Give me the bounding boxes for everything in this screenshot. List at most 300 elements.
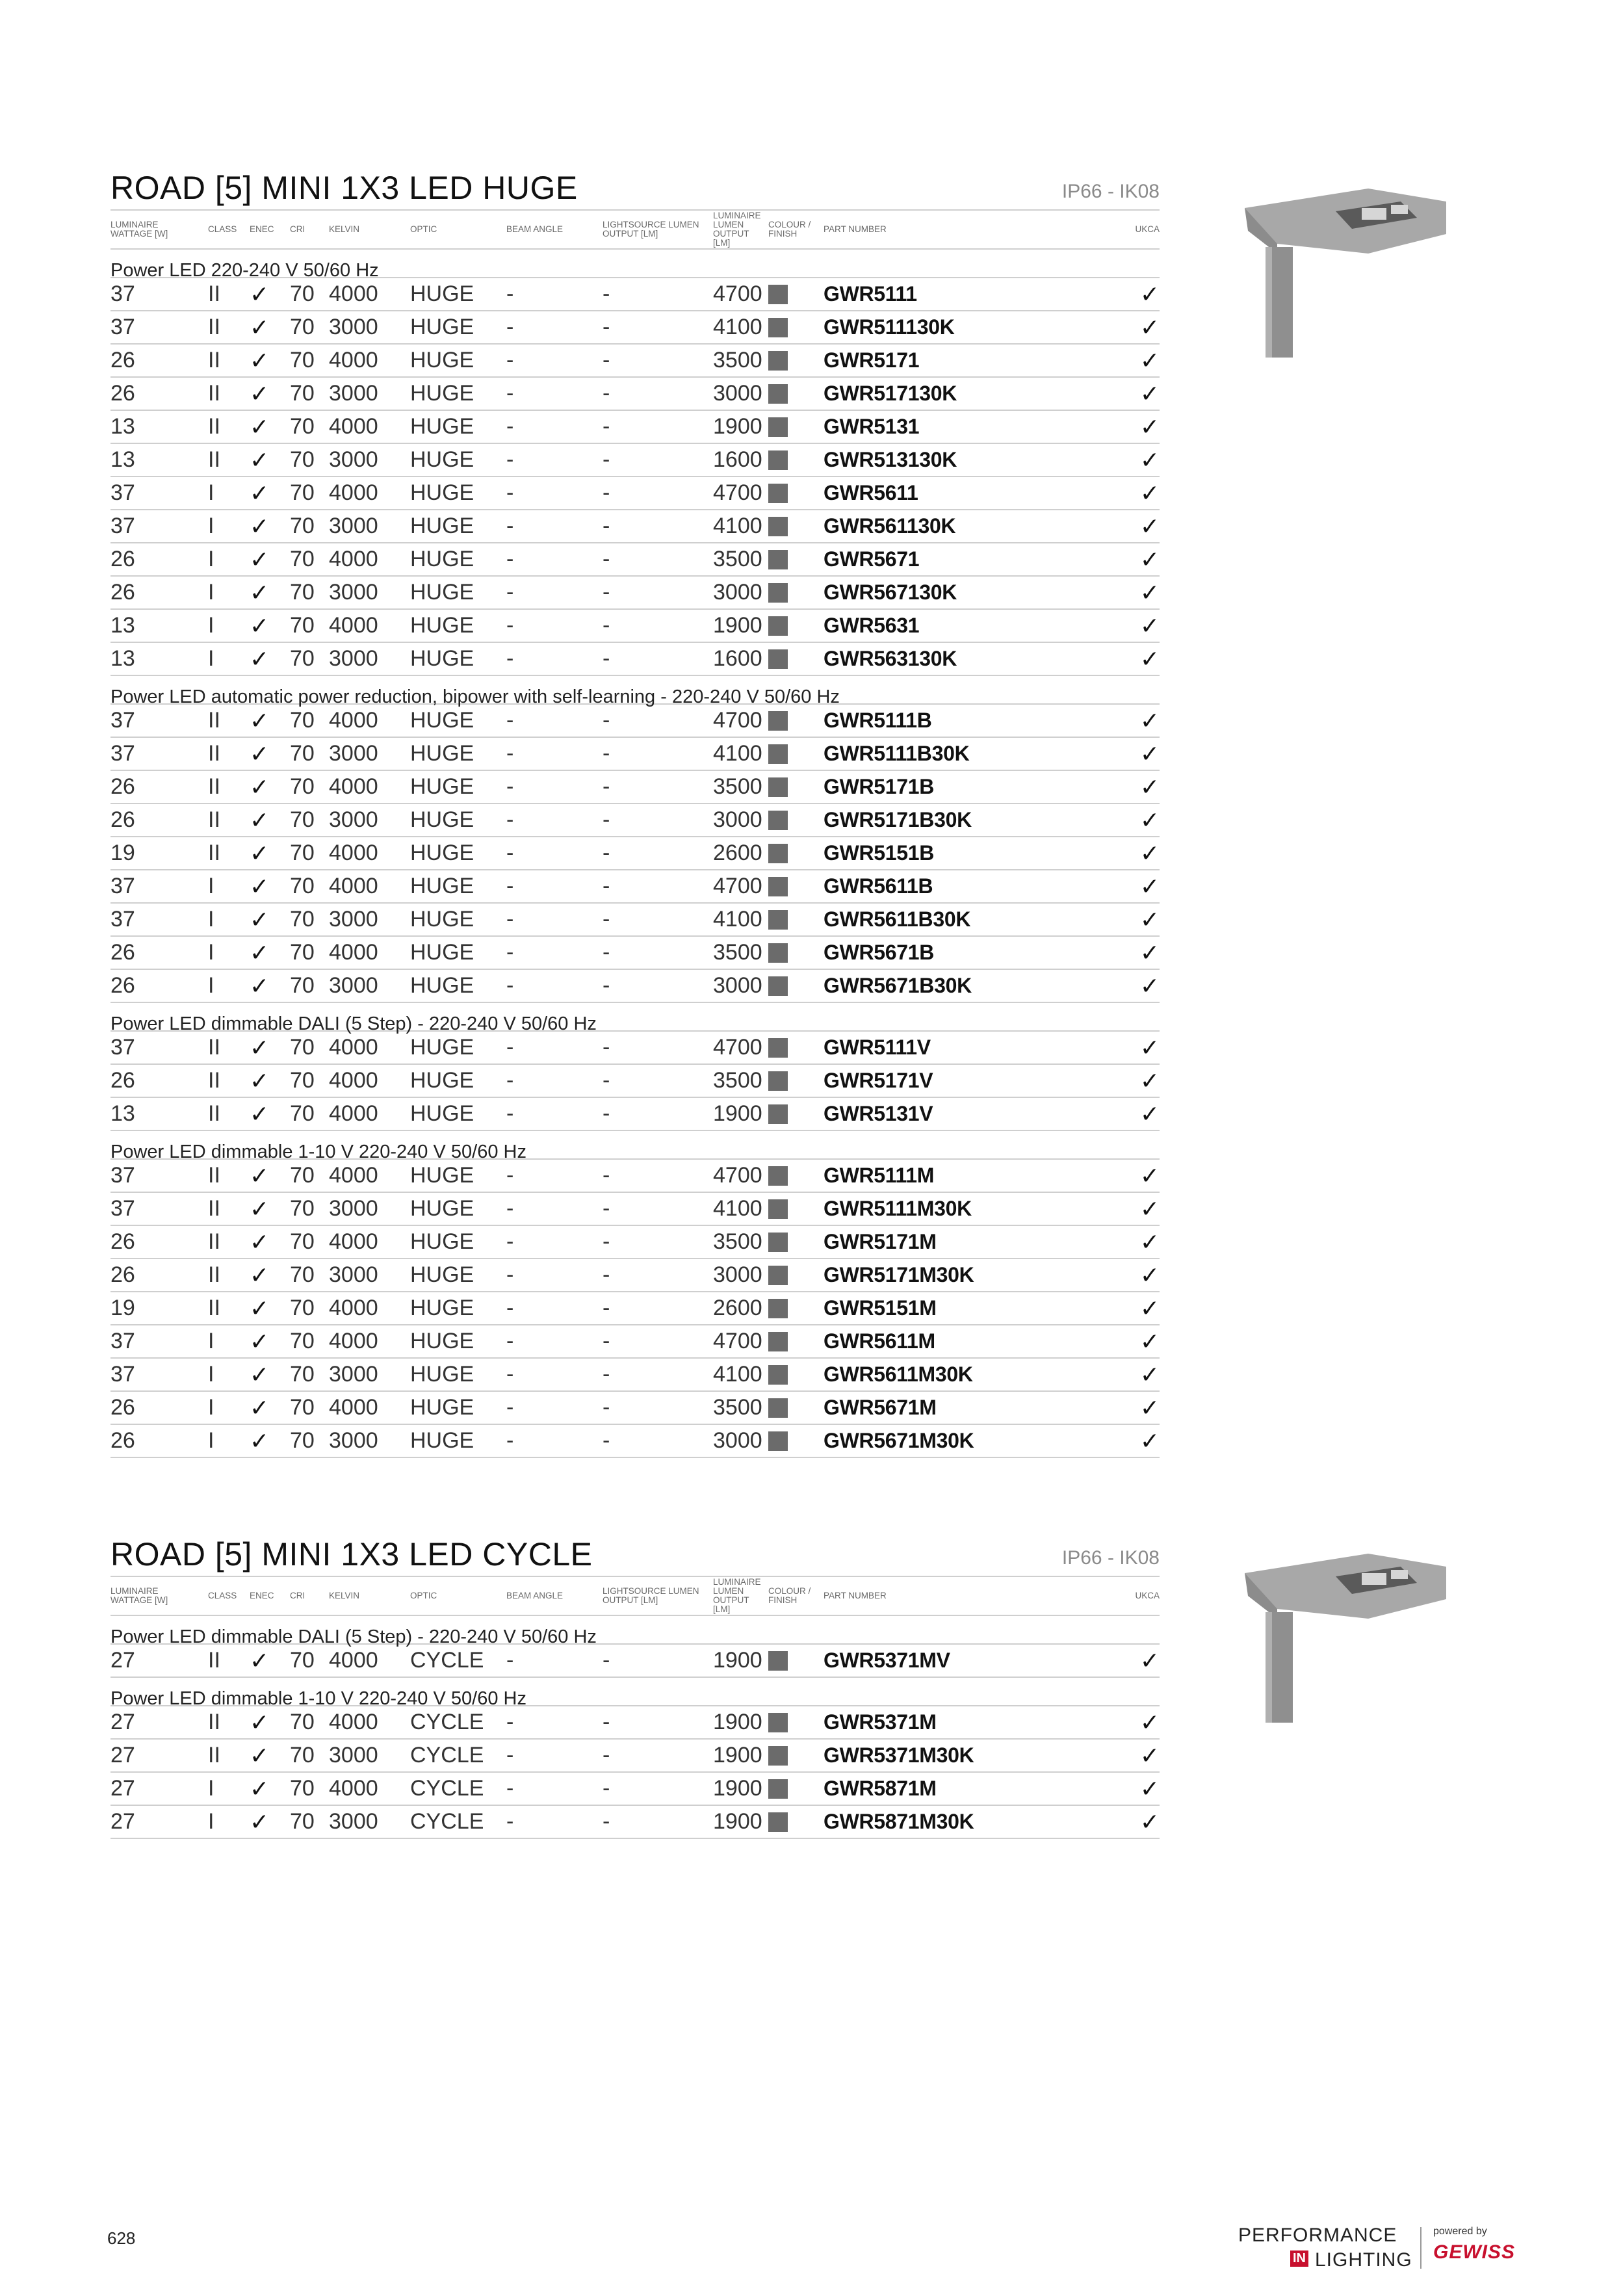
beam-angle-cell: - bbox=[506, 907, 514, 932]
column-header: BEAM ANGLE bbox=[506, 224, 564, 234]
part-number: GWR5871M bbox=[824, 1777, 937, 1800]
luminaire-lumen-cell: 1900 bbox=[713, 1648, 762, 1673]
luminaire-lumen-cell: 3000 bbox=[713, 1428, 762, 1453]
wattage-cell: 26 bbox=[110, 1262, 135, 1287]
part-number: GWR5371M bbox=[824, 1710, 937, 1734]
kelvin-cell: 4000 bbox=[329, 348, 378, 372]
table-row bbox=[110, 411, 1160, 444]
wattage-cell: 37 bbox=[110, 1196, 135, 1221]
kelvin-cell: 3000 bbox=[329, 315, 378, 339]
enec-check-icon: ✓ bbox=[250, 545, 270, 573]
optic-cell: HUGE bbox=[410, 807, 474, 832]
table-row bbox=[110, 610, 1160, 643]
luminaire-lumen-cell: 4100 bbox=[713, 907, 762, 932]
optic-cell: CYCLE bbox=[410, 1743, 484, 1768]
enec-check-icon: ✓ bbox=[250, 1228, 270, 1255]
table-row bbox=[110, 1065, 1160, 1098]
table-row bbox=[110, 804, 1160, 837]
table-row bbox=[110, 477, 1160, 510]
class-cell: I bbox=[208, 1329, 214, 1353]
luminaire-lumen-cell: 4100 bbox=[713, 514, 762, 538]
beam-angle-cell: - bbox=[506, 613, 514, 638]
class-cell: II bbox=[208, 281, 220, 306]
colour-swatch bbox=[768, 970, 824, 1002]
luminaire-lumen-cell: 3500 bbox=[713, 1229, 762, 1254]
table-row bbox=[110, 345, 1160, 378]
table-body bbox=[110, 250, 1160, 1458]
wattage-cell: 26 bbox=[110, 381, 135, 406]
cri-cell: 70 bbox=[290, 547, 315, 571]
kelvin-cell: 3000 bbox=[329, 1196, 378, 1221]
ukca-check-icon: ✓ bbox=[1139, 740, 1160, 767]
lightsource-lumen-cell: - bbox=[603, 1035, 610, 1060]
ukca-check-icon: ✓ bbox=[1139, 413, 1160, 440]
part-number: GWR5111B30K bbox=[824, 742, 970, 765]
ukca-check-icon: ✓ bbox=[1139, 1294, 1160, 1322]
ukca-check-icon: ✓ bbox=[1139, 1647, 1160, 1674]
wattage-cell: 37 bbox=[110, 514, 135, 538]
beam-angle-cell: - bbox=[506, 1262, 514, 1287]
lightsource-lumen-cell: - bbox=[603, 940, 610, 965]
colour-swatch bbox=[768, 1160, 824, 1192]
group-label: Power LED dimmable 1-10 V 220-240 V 50/60 Hz bbox=[110, 1131, 1160, 1160]
finish-swatch bbox=[768, 1398, 788, 1418]
beam-angle-cell: - bbox=[506, 741, 514, 766]
finish-swatch bbox=[768, 744, 788, 764]
optic-cell: HUGE bbox=[410, 315, 474, 339]
wattage-cell: 37 bbox=[110, 907, 135, 932]
colour-swatch bbox=[768, 610, 824, 642]
cri-cell: 70 bbox=[290, 580, 315, 605]
beam-angle-cell: - bbox=[506, 1395, 514, 1420]
cri-cell: 70 bbox=[290, 741, 315, 766]
colour-swatch bbox=[768, 1706, 824, 1738]
beam-angle-cell: - bbox=[506, 381, 514, 406]
luminaire-lumen-cell: 1600 bbox=[713, 646, 762, 671]
kelvin-cell: 4000 bbox=[329, 774, 378, 799]
lightsource-lumen-cell: - bbox=[603, 807, 610, 832]
part-number: GWR5631 bbox=[824, 614, 920, 637]
gewiss-logo: GEWISS bbox=[1433, 2241, 1516, 2263]
wattage-cell: 27 bbox=[110, 1809, 135, 1834]
ukca-check-icon: ✓ bbox=[1139, 512, 1160, 540]
class-cell: II bbox=[208, 708, 220, 733]
cri-cell: 70 bbox=[290, 973, 315, 998]
enec-check-icon: ✓ bbox=[250, 872, 270, 900]
optic-cell: CYCLE bbox=[410, 1710, 484, 1734]
class-cell: II bbox=[208, 1035, 220, 1060]
enec-check-icon: ✓ bbox=[250, 579, 270, 606]
table-row bbox=[110, 771, 1160, 804]
part-number: GWR5111M30K bbox=[824, 1197, 972, 1220]
optic-cell: HUGE bbox=[410, 973, 474, 998]
wattage-cell: 19 bbox=[110, 841, 135, 865]
column-header: LIGHTSOURCE LUMEN OUTPUT [LM] bbox=[603, 220, 699, 239]
kelvin-cell: 4000 bbox=[329, 1068, 378, 1093]
optic-cell: HUGE bbox=[410, 480, 474, 505]
kelvin-cell: 4000 bbox=[329, 1101, 378, 1126]
cri-cell: 70 bbox=[290, 1395, 315, 1420]
ukca-check-icon: ✓ bbox=[1139, 346, 1160, 374]
ukca-check-icon: ✓ bbox=[1139, 1427, 1160, 1454]
optic-cell: HUGE bbox=[410, 1229, 474, 1254]
luminaire-lumen-cell: 4700 bbox=[713, 480, 762, 505]
class-cell: I bbox=[208, 907, 214, 932]
kelvin-cell: 4000 bbox=[329, 940, 378, 965]
kelvin-cell: 3000 bbox=[329, 741, 378, 766]
luminaire-lumen-cell: 1900 bbox=[713, 1743, 762, 1768]
luminaire-lumen-cell: 1600 bbox=[713, 447, 762, 472]
optic-cell: HUGE bbox=[410, 1196, 474, 1221]
optic-cell: HUGE bbox=[410, 281, 474, 306]
enec-check-icon: ✓ bbox=[250, 1361, 270, 1388]
class-cell: II bbox=[208, 1196, 220, 1221]
brand-divider bbox=[1420, 2227, 1422, 2269]
section-title: ROAD [5] MINI 1X3 LED HUGE bbox=[110, 170, 578, 206]
wattage-cell: 37 bbox=[110, 741, 135, 766]
enec-check-icon: ✓ bbox=[250, 512, 270, 540]
ukca-check-icon: ✓ bbox=[1139, 1327, 1160, 1355]
part-number: GWR517130K bbox=[824, 382, 957, 405]
table-row bbox=[110, 510, 1160, 543]
table-row bbox=[110, 1706, 1160, 1740]
part-number: GWR5171M30K bbox=[824, 1263, 974, 1286]
cri-cell: 70 bbox=[290, 480, 315, 505]
lightsource-lumen-cell: - bbox=[603, 1262, 610, 1287]
lightsource-lumen-cell: - bbox=[603, 1428, 610, 1453]
enec-check-icon: ✓ bbox=[250, 806, 270, 833]
part-number: GWR511130K bbox=[824, 315, 955, 339]
colour-swatch bbox=[768, 870, 824, 902]
enec-check-icon: ✓ bbox=[250, 740, 270, 767]
kelvin-cell: 3000 bbox=[329, 580, 378, 605]
beam-angle-cell: - bbox=[506, 1329, 514, 1353]
ukca-check-icon: ✓ bbox=[1139, 1742, 1160, 1769]
table-header bbox=[110, 1577, 1160, 1616]
lightsource-lumen-cell: - bbox=[603, 1196, 610, 1221]
class-cell: II bbox=[208, 1710, 220, 1734]
part-number: GWR5151M bbox=[824, 1296, 937, 1320]
finish-swatch bbox=[768, 711, 788, 731]
part-number: GWR5611M bbox=[824, 1329, 935, 1353]
luminaire-lumen-cell: 3500 bbox=[713, 1068, 762, 1093]
wattage-cell: 37 bbox=[110, 874, 135, 898]
wattage-cell: 26 bbox=[110, 1395, 135, 1420]
wattage-cell: 26 bbox=[110, 1068, 135, 1093]
column-header: BEAM ANGLE bbox=[506, 1591, 564, 1600]
cri-cell: 70 bbox=[290, 414, 315, 439]
enec-check-icon: ✓ bbox=[250, 1327, 270, 1355]
cri-cell: 70 bbox=[290, 1362, 315, 1387]
column-header: OPTIC bbox=[410, 1591, 437, 1600]
class-cell: I bbox=[208, 613, 214, 638]
wattage-cell: 27 bbox=[110, 1743, 135, 1768]
table-row bbox=[110, 1359, 1160, 1392]
kelvin-cell: 3000 bbox=[329, 514, 378, 538]
wattage-cell: 37 bbox=[110, 480, 135, 505]
luminaire-lumen-cell: 4100 bbox=[713, 1196, 762, 1221]
class-cell: I bbox=[208, 973, 214, 998]
kelvin-cell: 4000 bbox=[329, 613, 378, 638]
wattage-cell: 26 bbox=[110, 807, 135, 832]
luminaire-lumen-cell: 4700 bbox=[713, 1329, 762, 1353]
lightsource-lumen-cell: - bbox=[603, 1163, 610, 1188]
finish-swatch bbox=[768, 777, 788, 797]
optic-cell: HUGE bbox=[410, 940, 474, 965]
optic-cell: HUGE bbox=[410, 1101, 474, 1126]
table-row bbox=[110, 1392, 1160, 1425]
wattage-cell: 26 bbox=[110, 580, 135, 605]
optic-cell: HUGE bbox=[410, 514, 474, 538]
enec-check-icon: ✓ bbox=[250, 413, 270, 440]
enec-check-icon: ✓ bbox=[250, 346, 270, 374]
luminaire-lumen-cell: 1900 bbox=[713, 613, 762, 638]
colour-swatch bbox=[768, 543, 824, 575]
part-number: GWR5611 bbox=[824, 481, 918, 504]
colour-swatch bbox=[768, 643, 824, 675]
finish-swatch bbox=[768, 1746, 788, 1766]
beam-angle-cell: - bbox=[506, 414, 514, 439]
colour-swatch bbox=[768, 771, 824, 803]
kelvin-cell: 3000 bbox=[329, 1743, 378, 1768]
column-header: CLASS bbox=[208, 224, 237, 234]
beam-angle-cell: - bbox=[506, 807, 514, 832]
optic-cell: HUGE bbox=[410, 1262, 474, 1287]
lightsource-lumen-cell: - bbox=[603, 1229, 610, 1254]
enec-check-icon: ✓ bbox=[250, 773, 270, 800]
kelvin-cell: 4000 bbox=[329, 1163, 378, 1188]
table-row bbox=[110, 1645, 1160, 1678]
enec-check-icon: ✓ bbox=[250, 612, 270, 639]
colour-swatch bbox=[768, 444, 824, 476]
beam-angle-cell: - bbox=[506, 1035, 514, 1060]
lightsource-lumen-cell: - bbox=[603, 414, 610, 439]
part-number: GWR5671M bbox=[824, 1396, 937, 1419]
cri-cell: 70 bbox=[290, 1648, 315, 1673]
class-cell: I bbox=[208, 1776, 214, 1801]
enec-check-icon: ✓ bbox=[250, 707, 270, 734]
colour-swatch bbox=[768, 937, 824, 969]
table-row bbox=[110, 1740, 1160, 1773]
part-number: GWR5111B bbox=[824, 709, 932, 732]
optic-cell: HUGE bbox=[410, 1296, 474, 1320]
ukca-check-icon: ✓ bbox=[1139, 1775, 1160, 1802]
ukca-check-icon: ✓ bbox=[1139, 773, 1160, 800]
ukca-check-icon: ✓ bbox=[1139, 380, 1160, 407]
table-row bbox=[110, 1806, 1160, 1839]
table-row bbox=[110, 970, 1160, 1003]
ukca-check-icon: ✓ bbox=[1139, 806, 1160, 833]
ukca-check-icon: ✓ bbox=[1139, 612, 1160, 639]
section-cycle bbox=[110, 1533, 1160, 1839]
kelvin-cell: 4000 bbox=[329, 874, 378, 898]
ukca-check-icon: ✓ bbox=[1139, 479, 1160, 506]
colour-swatch bbox=[768, 1292, 824, 1324]
kelvin-cell: 3000 bbox=[329, 1428, 378, 1453]
part-number: GWR567130K bbox=[824, 581, 957, 604]
colour-swatch bbox=[768, 411, 824, 443]
part-number: GWR5171M bbox=[824, 1230, 937, 1253]
cri-cell: 70 bbox=[290, 514, 315, 538]
optic-cell: HUGE bbox=[410, 1163, 474, 1188]
enec-check-icon: ✓ bbox=[250, 1034, 270, 1061]
ukca-check-icon: ✓ bbox=[1139, 906, 1160, 933]
group-label: Power LED dimmable 1-10 V 220-240 V 50/60 Hz bbox=[110, 1678, 1160, 1706]
ukca-check-icon: ✓ bbox=[1139, 1162, 1160, 1189]
class-cell: II bbox=[208, 1163, 220, 1188]
part-number: GWR5111M bbox=[824, 1164, 935, 1187]
beam-angle-cell: - bbox=[506, 547, 514, 571]
colour-swatch bbox=[768, 1773, 824, 1805]
cri-cell: 70 bbox=[290, 874, 315, 898]
kelvin-cell: 4000 bbox=[329, 1035, 378, 1060]
group-label: Power LED automatic power reduction, bipower with self-learning - 220-240 V 50/60 Hz bbox=[110, 676, 1160, 705]
kelvin-cell: 4000 bbox=[329, 480, 378, 505]
part-number: GWR5111V bbox=[824, 1036, 931, 1059]
colour-swatch bbox=[768, 1425, 824, 1457]
colour-swatch bbox=[768, 1325, 824, 1357]
cri-cell: 70 bbox=[290, 841, 315, 865]
part-number: GWR5131 bbox=[824, 415, 920, 438]
finish-swatch bbox=[768, 943, 788, 963]
wattage-cell: 37 bbox=[110, 315, 135, 339]
optic-cell: HUGE bbox=[410, 1428, 474, 1453]
finish-swatch bbox=[768, 550, 788, 569]
optic-cell: HUGE bbox=[410, 708, 474, 733]
beam-angle-cell: - bbox=[506, 774, 514, 799]
optic-cell: HUGE bbox=[410, 348, 474, 372]
column-header: ENEC bbox=[250, 224, 274, 234]
enec-check-icon: ✓ bbox=[250, 839, 270, 867]
lightsource-lumen-cell: - bbox=[603, 1776, 610, 1801]
wattage-cell: 37 bbox=[110, 1035, 135, 1060]
enec-check-icon: ✓ bbox=[250, 280, 270, 307]
finish-swatch bbox=[768, 318, 788, 337]
class-cell: II bbox=[208, 414, 220, 439]
luminaire-lumen-cell: 4100 bbox=[713, 315, 762, 339]
cri-cell: 70 bbox=[290, 447, 315, 472]
cri-cell: 70 bbox=[290, 1296, 315, 1320]
wattage-cell: 26 bbox=[110, 348, 135, 372]
colour-swatch bbox=[768, 1806, 824, 1838]
enec-check-icon: ✓ bbox=[250, 1808, 270, 1835]
part-number: GWR5131V bbox=[824, 1102, 933, 1125]
part-number: GWR5171B bbox=[824, 775, 935, 798]
beam-angle-cell: - bbox=[506, 348, 514, 372]
luminaire-lumen-cell: 4700 bbox=[713, 708, 762, 733]
lightsource-lumen-cell: - bbox=[603, 1710, 610, 1734]
finish-swatch bbox=[768, 1233, 788, 1252]
kelvin-cell: 4000 bbox=[329, 1776, 378, 1801]
colour-swatch bbox=[768, 1193, 824, 1225]
cri-cell: 70 bbox=[290, 1329, 315, 1353]
finish-swatch bbox=[768, 1332, 788, 1351]
wattage-cell: 26 bbox=[110, 1428, 135, 1453]
optic-cell: HUGE bbox=[410, 1362, 474, 1387]
enec-check-icon: ✓ bbox=[250, 1162, 270, 1189]
lightsource-lumen-cell: - bbox=[603, 646, 610, 671]
wattage-cell: 37 bbox=[110, 1362, 135, 1387]
optic-cell: HUGE bbox=[410, 547, 474, 571]
kelvin-cell: 3000 bbox=[329, 807, 378, 832]
finish-swatch bbox=[768, 384, 788, 404]
table-header bbox=[110, 211, 1160, 250]
optic-cell: HUGE bbox=[410, 907, 474, 932]
wattage-cell: 26 bbox=[110, 940, 135, 965]
lightsource-lumen-cell: - bbox=[603, 281, 610, 306]
lightsource-lumen-cell: - bbox=[603, 514, 610, 538]
optic-cell: HUGE bbox=[410, 874, 474, 898]
ip-rating: IP66 - IK08 bbox=[1061, 181, 1160, 202]
finish-swatch bbox=[768, 877, 788, 896]
ukca-check-icon: ✓ bbox=[1139, 1808, 1160, 1835]
class-cell: I bbox=[208, 480, 214, 505]
class-cell: II bbox=[208, 1743, 220, 1768]
finish-swatch bbox=[768, 1199, 788, 1219]
column-header: UKCA bbox=[1135, 1591, 1160, 1600]
lightsource-lumen-cell: - bbox=[603, 348, 610, 372]
lightsource-lumen-cell: - bbox=[603, 708, 610, 733]
optic-cell: HUGE bbox=[410, 1329, 474, 1353]
part-number: GWR5871M30K bbox=[824, 1810, 974, 1833]
cri-cell: 70 bbox=[290, 1163, 315, 1188]
luminaire-image bbox=[1238, 1547, 1453, 1723]
beam-angle-cell: - bbox=[506, 646, 514, 671]
column-header: COLOUR / FINISH bbox=[768, 220, 811, 239]
table-row bbox=[110, 1226, 1160, 1259]
colour-swatch bbox=[768, 1065, 824, 1097]
enec-check-icon: ✓ bbox=[250, 1708, 270, 1736]
lightsource-lumen-cell: - bbox=[603, 381, 610, 406]
group-label: Power LED 220-240 V 50/60 Hz bbox=[110, 250, 1160, 278]
section-title-row bbox=[110, 166, 1160, 211]
column-header: ENEC bbox=[250, 1591, 274, 1600]
lightsource-lumen-cell: - bbox=[603, 907, 610, 932]
enec-check-icon: ✓ bbox=[250, 1427, 270, 1454]
colour-swatch bbox=[768, 278, 824, 310]
part-number: GWR5171B30K bbox=[824, 808, 972, 831]
class-cell: II bbox=[208, 1648, 220, 1673]
luminaire-lumen-cell: 3500 bbox=[713, 547, 762, 571]
enec-check-icon: ✓ bbox=[250, 1067, 270, 1094]
section-huge bbox=[110, 166, 1160, 1458]
finish-swatch bbox=[768, 811, 788, 830]
beam-angle-cell: - bbox=[506, 940, 514, 965]
enec-check-icon: ✓ bbox=[250, 972, 270, 999]
part-number: GWR5671B30K bbox=[824, 974, 972, 997]
colour-swatch bbox=[768, 904, 824, 935]
kelvin-cell: 4000 bbox=[329, 547, 378, 571]
column-header: PART NUMBER bbox=[824, 224, 887, 234]
colour-swatch bbox=[768, 1740, 824, 1771]
ukca-check-icon: ✓ bbox=[1139, 972, 1160, 999]
part-number: GWR5611B30K bbox=[824, 907, 971, 931]
wattage-cell: 13 bbox=[110, 1101, 135, 1126]
part-number: GWR5171 bbox=[824, 348, 920, 372]
enec-check-icon: ✓ bbox=[250, 906, 270, 933]
class-cell: I bbox=[208, 547, 214, 571]
lightsource-lumen-cell: - bbox=[603, 1296, 610, 1320]
ukca-check-icon: ✓ bbox=[1139, 1067, 1160, 1094]
class-cell: II bbox=[208, 1068, 220, 1093]
group-label: Power LED dimmable DALI (5 Step) - 220-240 V 50/60 Hz bbox=[110, 1003, 1160, 1032]
colour-swatch bbox=[768, 804, 824, 836]
beam-angle-cell: - bbox=[506, 580, 514, 605]
class-cell: I bbox=[208, 514, 214, 538]
wattage-cell: 13 bbox=[110, 613, 135, 638]
optic-cell: HUGE bbox=[410, 414, 474, 439]
class-cell: I bbox=[208, 580, 214, 605]
